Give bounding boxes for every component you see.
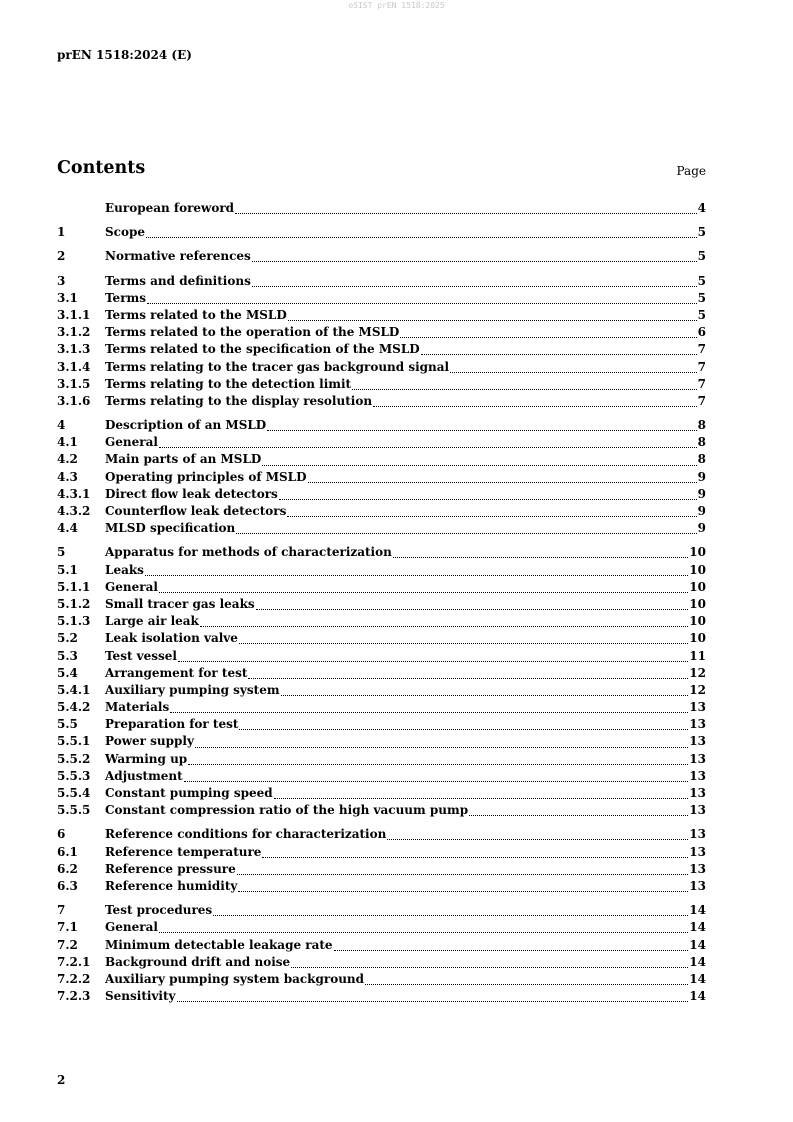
toc-dot-leader (239, 635, 688, 644)
toc-entry[interactable] (57, 434, 706, 451)
toc-section-group (57, 200, 706, 217)
toc-entry-page: 13 (689, 878, 706, 893)
toc-entry-title: Constant compression ratio of the high vacuum pump (105, 803, 469, 818)
toc-entry[interactable] (57, 937, 706, 954)
toc-entry-page: 13 (689, 803, 706, 818)
toc-dot-leader (281, 687, 689, 696)
toc-entry-title: Reference temperature (105, 844, 262, 859)
toc-entry[interactable] (57, 393, 706, 410)
toc-dot-leader (170, 704, 688, 713)
toc-entry[interactable] (57, 861, 706, 878)
table-of-contents (57, 200, 706, 1012)
toc-entry[interactable] (57, 224, 706, 241)
toc-entry-number: 5.4.2 (57, 700, 91, 715)
toc-dot-leader (236, 525, 696, 534)
toc-entry-number: 3.1.4 (57, 359, 91, 374)
toc-entry-page: 14 (689, 920, 706, 935)
toc-dot-leader (365, 976, 688, 985)
toc-entry[interactable] (57, 200, 706, 217)
toc-entry-title: Reference pressure (105, 861, 236, 876)
toc-entry-number: 5.5.3 (57, 768, 91, 783)
toc-entry-number: 6.1 (57, 844, 78, 859)
toc-entry-number: 5.1.1 (57, 579, 91, 594)
toc-entry[interactable] (57, 751, 706, 768)
toc-entry-page: 13 (689, 861, 706, 876)
toc-section-group (57, 902, 706, 1005)
toc-entry-title: Constant pumping speed (105, 786, 273, 800)
toc-entry-number: 5.1.2 (57, 596, 91, 611)
toc-dot-leader (184, 773, 689, 782)
toc-dot-leader (274, 790, 689, 799)
toc-dot-leader (334, 942, 689, 951)
toc-entry[interactable] (57, 768, 706, 785)
toc-section-group (57, 826, 706, 895)
toc-dot-leader (256, 601, 689, 610)
toc-entry[interactable] (57, 665, 706, 682)
toc-entry-page: 8 (697, 418, 706, 433)
toc-entry-number: 1 (57, 225, 66, 240)
toc-entry[interactable] (57, 785, 706, 802)
toc-entry-page: 9 (697, 504, 706, 518)
toc-entry-title: Apparatus for methods of characterization (105, 545, 392, 560)
toc-entry[interactable] (57, 376, 706, 393)
toc-entry-number: 5.5.1 (57, 734, 91, 749)
toc-entry-title: Terms relating to the detection limit (105, 376, 352, 391)
toc-entry-number: 4.4 (57, 521, 78, 536)
toc-entry[interactable] (57, 562, 706, 579)
toc-dot-leader (195, 739, 688, 748)
toc-dot-leader (213, 907, 688, 916)
toc-entry[interactable] (57, 579, 706, 596)
toc-entry-title: General (105, 435, 158, 450)
footer-page-number: 2 (57, 1073, 66, 1087)
toc-entry-title: General (105, 920, 158, 935)
toc-entry-page: 5 (697, 249, 706, 264)
toc-entry-page: 9 (697, 521, 706, 536)
toc-entry[interactable] (57, 613, 706, 630)
toc-entry[interactable] (57, 417, 706, 434)
toc-entry-number: 5.5.5 (57, 803, 91, 818)
toc-entry-page: 13 (689, 827, 706, 842)
toc-entry-page: 13 (689, 734, 706, 749)
toc-entry[interactable] (57, 954, 706, 971)
toc-dot-leader (252, 253, 697, 262)
toc-entry-number: 7.2 (57, 937, 78, 952)
toc-entry-number: 2 (57, 249, 66, 264)
toc-entry-page: 9 (697, 486, 706, 501)
toc-entry-title: Scope (105, 225, 146, 240)
toc-entry-number: 4 (57, 418, 66, 433)
toc-entry-page: 6 (697, 325, 706, 340)
toc-entry[interactable] (57, 469, 706, 486)
toc-entry-title: Minimum detectable leakage rate (105, 937, 333, 952)
toc-dot-leader (421, 346, 697, 355)
toc-entry-number: 5 (57, 545, 66, 560)
toc-entry-page: 12 (689, 682, 706, 697)
toc-dot-leader (239, 721, 688, 730)
toc-entry-page: 5 (697, 307, 706, 322)
document-id: prEN 1518:2024 (E) (57, 48, 192, 62)
toc-entry-page: 10 (689, 562, 706, 577)
toc-entry[interactable] (57, 648, 706, 665)
toc-entry-number: 4.3 (57, 469, 78, 484)
toc-entry-page: 5 (697, 290, 706, 305)
toc-dot-leader (262, 457, 696, 466)
toc-entry[interactable] (57, 802, 706, 819)
toc-entry-page: 8 (697, 452, 706, 467)
toc-entry[interactable] (57, 919, 706, 936)
toc-entry[interactable] (57, 630, 706, 647)
toc-entry-page: 14 (689, 937, 706, 952)
toc-dot-leader (352, 381, 697, 390)
toc-entry-title: Terms relating to the tracer gas background signal (105, 359, 450, 374)
toc-dot-leader (267, 422, 696, 431)
toc-entry-title: Description of an MSLD (105, 418, 267, 433)
toc-dot-leader (159, 584, 688, 593)
toc-entry-page: 10 (689, 596, 706, 611)
toc-entry-title: Adjustment (105, 768, 183, 783)
toc-entry-page: 13 (689, 786, 706, 800)
toc-dot-leader (238, 883, 688, 892)
toc-dot-leader (450, 364, 697, 373)
toc-entry-number: 4.2 (57, 452, 78, 467)
toc-entry-title: Test procedures (105, 903, 213, 918)
toc-entry[interactable] (57, 716, 706, 733)
toc-entry-title: Large air leak (105, 614, 199, 629)
toc-entry-number: 7.2.2 (57, 971, 91, 986)
toc-entry-title: Direct flow leak detectors (105, 486, 278, 501)
toc-entry-title: Terms (105, 290, 146, 305)
toc-entry[interactable] (57, 878, 706, 895)
toc-entry-number: 6.2 (57, 861, 78, 876)
toc-entry-number: 3.1.5 (57, 376, 91, 391)
toc-dot-leader (146, 229, 697, 238)
toc-entry[interactable] (57, 307, 706, 324)
toc-entry-page: 5 (697, 225, 706, 240)
toc-entry[interactable] (57, 486, 706, 503)
toc-entry[interactable] (57, 520, 706, 537)
toc-entry-page: 13 (689, 717, 706, 732)
toc-entry-title: Background drift and noise (105, 954, 291, 969)
toc-entry-page: 5 (697, 273, 706, 288)
toc-entry-page: 7 (697, 393, 706, 408)
toc-entry-page: 10 (689, 614, 706, 629)
toc-entry[interactable] (57, 699, 706, 716)
toc-entry[interactable] (57, 341, 706, 358)
toc-dot-leader (200, 618, 688, 627)
toc-entry-number: 4.1 (57, 435, 78, 450)
toc-entry-page: 10 (689, 545, 706, 560)
toc-entry-number: 3 (57, 273, 66, 288)
toc-dot-leader (308, 474, 697, 483)
toc-entry-title: Terms related to the MSLD (105, 307, 287, 322)
toc-section-group (57, 417, 706, 537)
toc-dot-leader (178, 653, 688, 662)
toc-dot-leader (288, 312, 697, 321)
toc-entry-number: 5.4.1 (57, 682, 91, 697)
toc-entry-title: Counterflow leak detectors (105, 504, 287, 518)
toc-entry-title: Sensitivity (105, 989, 176, 1004)
toc-entry-title: MLSD specification (105, 521, 236, 536)
toc-entry-page: 13 (689, 700, 706, 715)
toc-entry-page: 7 (697, 342, 706, 357)
toc-entry[interactable] (57, 733, 706, 750)
toc-entry-page: 14 (689, 903, 706, 918)
toc-entry-page: 7 (697, 359, 706, 374)
toc-section-group (57, 544, 706, 819)
toc-entry-title: Small tracer gas leaks (105, 596, 255, 611)
toc-entry-page: 13 (689, 751, 706, 766)
toc-entry-title: Terms relating to the display resolution (105, 393, 373, 408)
toc-entry-title: Leaks (105, 562, 144, 577)
toc-entry-number: 5.1.3 (57, 614, 91, 629)
toc-dot-leader (287, 508, 696, 517)
toc-entry[interactable] (57, 988, 706, 1005)
toc-dot-leader (393, 549, 689, 558)
toc-entry[interactable] (57, 544, 706, 561)
toc-dot-leader (235, 205, 697, 214)
toc-entry-number: 5.5.4 (57, 786, 91, 800)
toc-entry-page: 13 (689, 844, 706, 859)
toc-entry-page: 14 (689, 971, 706, 986)
toc-entry-page: 4 (697, 201, 706, 215)
toc-dot-leader (147, 295, 697, 304)
contents-heading: Contents (57, 158, 146, 178)
toc-entry[interactable] (57, 324, 706, 341)
toc-entry-page: 13 (689, 768, 706, 783)
toc-entry-page: 12 (689, 665, 706, 680)
toc-dot-leader (159, 439, 697, 448)
toc-entry-title: Leak isolation valve (105, 631, 238, 646)
toc-entry-title: Terms related to the operation of the MSLD (105, 325, 400, 340)
toc-entry[interactable] (57, 451, 706, 468)
toc-entry-title: Normative references (105, 249, 251, 264)
toc-entry-page: 10 (689, 579, 706, 594)
toc-entry-title: Terms related to the specification of the MSLD (105, 342, 420, 357)
toc-dot-leader (252, 278, 697, 287)
toc-entry-number: 6 (57, 827, 66, 842)
toc-entry-title: Reference humidity (105, 878, 238, 893)
toc-entry-title: Test vessel (105, 648, 177, 663)
toc-entry-title: Auxiliary pumping system background (105, 971, 365, 986)
toc-entry-number: 5.5 (57, 717, 78, 732)
toc-entry-page: 9 (697, 469, 706, 484)
toc-entry[interactable] (57, 273, 706, 290)
toc-entry-title: Warming up (105, 751, 188, 766)
toc-entry[interactable] (57, 503, 706, 520)
toc-entry[interactable] (57, 902, 706, 919)
toc-entry-title: Terms and definitions (105, 273, 251, 288)
toc-entry-number: 7.2.1 (57, 954, 91, 969)
toc-entry[interactable] (57, 844, 706, 861)
toc-entry-title: Power supply (105, 734, 194, 749)
toc-dot-leader (387, 831, 688, 840)
toc-section-group (57, 273, 706, 411)
toc-dot-leader (177, 993, 689, 1002)
toc-entry-page: 7 (697, 376, 706, 391)
toc-dot-leader (188, 756, 688, 765)
toc-dot-leader (262, 849, 688, 858)
toc-entry-title: Preparation for test (105, 717, 239, 732)
toc-entry[interactable] (57, 359, 706, 376)
toc-dot-leader (159, 924, 688, 933)
toc-entry-title: Reference conditions for characterization (105, 827, 387, 842)
toc-dot-leader (145, 567, 688, 576)
toc-entry[interactable] (57, 248, 706, 265)
toc-entry-title: Main parts of an MSLD (105, 452, 262, 467)
toc-dot-leader (291, 959, 688, 968)
toc-entry-number: 5.4 (57, 665, 78, 680)
toc-entry-number: 7.1 (57, 920, 78, 935)
toc-entry-page: 10 (689, 631, 706, 646)
toc-entry-title: Auxiliary pumping system (105, 682, 280, 697)
toc-entry-number: 7 (57, 903, 66, 918)
toc-entry-page: 14 (689, 954, 706, 969)
toc-entry-number: 6.3 (57, 878, 78, 893)
watermark: oSIST prEN 1518:2025 (348, 1, 445, 10)
toc-dot-leader (373, 398, 697, 407)
page-column-label: Page (676, 164, 706, 178)
toc-entry-number: 3.1 (57, 290, 78, 305)
toc-entry[interactable] (57, 596, 706, 613)
toc-entry[interactable] (57, 290, 706, 307)
toc-entry-number: 5.3 (57, 648, 78, 663)
toc-dot-leader (400, 329, 696, 338)
toc-dot-leader (237, 866, 689, 875)
toc-entry-page: 11 (689, 648, 706, 663)
toc-entry[interactable] (57, 826, 706, 843)
toc-entry-title: Arrangement for test (105, 665, 248, 680)
toc-entry-number: 5.1 (57, 562, 78, 577)
toc-entry-number: 4.3.2 (57, 504, 91, 518)
toc-entry-number: 3.1.3 (57, 342, 91, 357)
toc-section-group (57, 248, 706, 265)
toc-entry-number: 7.2.3 (57, 989, 91, 1004)
toc-entry[interactable] (57, 682, 706, 699)
toc-entry-number: 5.2 (57, 631, 78, 646)
toc-entry-number: 5.5.2 (57, 751, 91, 766)
toc-dot-leader (469, 807, 688, 816)
toc-entry-title: Operating principles of MSLD (105, 469, 307, 484)
toc-entry[interactable] (57, 971, 706, 988)
toc-dot-leader (279, 491, 697, 500)
toc-entry-page: 8 (697, 435, 706, 450)
toc-entry-title: European foreword (105, 201, 235, 215)
toc-section-group (57, 224, 706, 241)
toc-dot-leader (248, 670, 688, 679)
toc-entry-page: 14 (689, 989, 706, 1004)
toc-entry-title: Materials (105, 700, 170, 715)
toc-entry-number: 3.1.1 (57, 307, 91, 322)
toc-entry-number: 3.1.2 (57, 325, 91, 340)
toc-entry-number: 3.1.6 (57, 393, 91, 408)
toc-entry-number: 4.3.1 (57, 486, 91, 501)
toc-entry-title: General (105, 579, 158, 594)
